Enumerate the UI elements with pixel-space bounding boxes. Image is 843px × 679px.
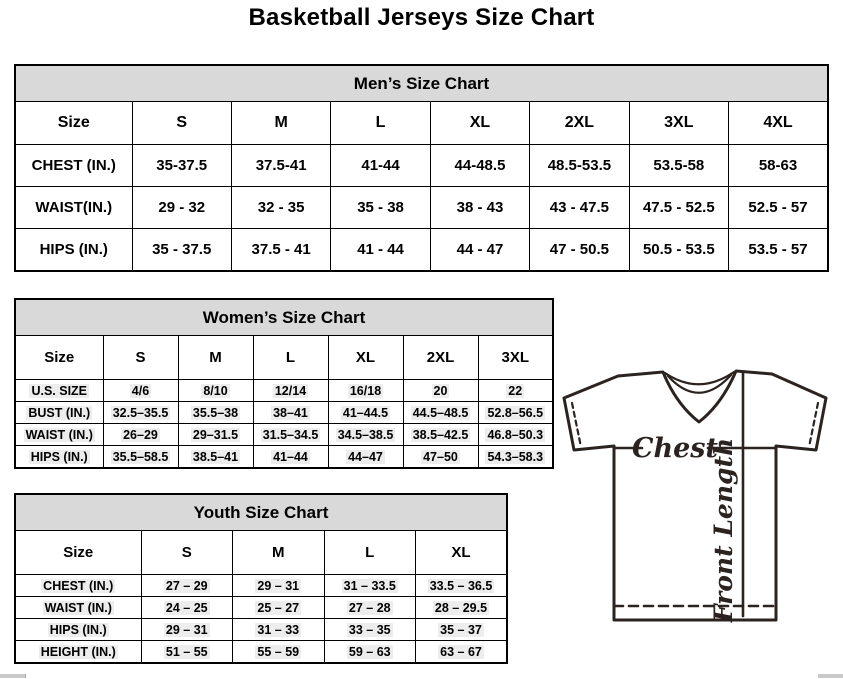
mens-table-row <box>15 229 828 272</box>
womens-value-cell: 16/18 <box>328 380 403 402</box>
youth-value-cell: 59 – 63 <box>324 641 416 664</box>
womens-value-cell: 20 <box>403 380 478 402</box>
youth-row-label: WAIST (IN.) <box>15 597 141 619</box>
womens-value-cell: 29–31.5 <box>178 424 253 446</box>
womens-value-cell: 38–41 <box>253 402 328 424</box>
womens-value-cell: 35.5–38 <box>178 402 253 424</box>
womens-table-row <box>15 380 553 402</box>
mens-value-cell: 47.5 - 52.5 <box>629 187 728 229</box>
youth-value-cell: 33.5 – 36.5 <box>416 575 508 597</box>
womens-chart-title: Women’s Size Chart <box>15 299 553 336</box>
youth-value-cell: 55 – 59 <box>233 641 325 664</box>
mens-value-cell: 58-63 <box>729 145 828 187</box>
youth-row-label: CHEST (IN.) <box>15 575 141 597</box>
mens-value-cell: 43 - 47.5 <box>530 187 629 229</box>
youth-value-cell: 29 – 31 <box>233 575 325 597</box>
mens-value-cell: 41 - 44 <box>331 229 430 272</box>
youth-size-col-m: M <box>233 531 325 575</box>
youth-value-cell: 31 – 33.5 <box>324 575 416 597</box>
youth-size-header: Size <box>15 531 141 575</box>
mens-value-cell: 41-44 <box>331 145 430 187</box>
mens-value-cell: 37.5 - 41 <box>231 229 330 272</box>
mens-row-label: CHEST (IN.) <box>15 145 132 187</box>
womens-size-col-l: L <box>253 336 328 380</box>
womens-value-cell: 12/14 <box>253 380 328 402</box>
womens-table-row <box>15 402 553 424</box>
mens-size-col-3xl: 3XL <box>629 102 728 145</box>
page-title: Basketball Jerseys Size Chart <box>248 4 595 31</box>
mens-size-table <box>14 64 829 272</box>
mens-table-row <box>15 145 828 187</box>
womens-size-col-xl: XL <box>328 336 403 380</box>
youth-size-col-l: L <box>324 531 416 575</box>
womens-value-cell: 8/10 <box>178 380 253 402</box>
mens-value-cell: 47 - 50.5 <box>530 229 629 272</box>
mens-size-col-2xl: 2XL <box>530 102 629 145</box>
jersey-outline <box>564 371 826 620</box>
womens-size-col-2xl: 2XL <box>403 336 478 380</box>
mens-value-cell: 50.5 - 53.5 <box>629 229 728 272</box>
youth-value-cell: 31 – 33 <box>233 619 325 641</box>
womens-value-cell: 34.5–38.5 <box>328 424 403 446</box>
scrollbar-fragment-right[interactable] <box>818 674 843 678</box>
youth-value-cell: 24 – 25 <box>141 597 233 619</box>
womens-size-col-3xl: 3XL <box>478 336 553 380</box>
youth-table-row <box>15 597 507 619</box>
youth-value-cell: 63 – 67 <box>416 641 508 664</box>
youth-size-col-s: S <box>141 531 233 575</box>
mens-value-cell: 52.5 - 57 <box>729 187 828 229</box>
youth-value-cell: 27 – 29 <box>141 575 233 597</box>
mens-value-cell: 53.5-58 <box>629 145 728 187</box>
womens-value-cell: 32.5–35.5 <box>103 402 178 424</box>
mens-size-col-4xl: 4XL <box>729 102 828 145</box>
womens-value-cell: 31.5–34.5 <box>253 424 328 446</box>
womens-size-header: Size <box>15 336 103 380</box>
youth-table-row <box>15 641 507 664</box>
chest-label: Chest <box>632 433 718 464</box>
youth-value-cell: 29 – 31 <box>141 619 233 641</box>
mens-value-cell: 53.5 - 57 <box>729 229 828 272</box>
womens-value-cell: 22 <box>478 380 553 402</box>
womens-value-cell: 4/6 <box>103 380 178 402</box>
womens-value-cell: 35.5–58.5 <box>103 446 178 469</box>
youth-chart-title: Youth Size Chart <box>15 494 507 531</box>
mens-chart-title: Men’s Size Chart <box>15 65 828 102</box>
mens-value-cell: 44 - 47 <box>430 229 529 272</box>
youth-size-col-xl: XL <box>416 531 508 575</box>
womens-value-cell: 44.5–48.5 <box>403 402 478 424</box>
womens-table-row <box>15 424 553 446</box>
mens-value-cell: 35 - 37.5 <box>132 229 231 272</box>
mens-size-col-l: L <box>331 102 430 145</box>
youth-table-row <box>15 575 507 597</box>
youth-value-cell: 25 – 27 <box>233 597 325 619</box>
jersey-diagram <box>558 358 840 670</box>
womens-size-table <box>14 298 554 469</box>
youth-value-cell: 33 – 35 <box>324 619 416 641</box>
womens-value-cell: 38.5–41 <box>178 446 253 469</box>
womens-value-cell: 41–44 <box>253 446 328 469</box>
womens-value-cell: 54.3–58.3 <box>478 446 553 469</box>
youth-size-table <box>14 493 508 664</box>
youth-value-cell: 35 – 37 <box>416 619 508 641</box>
womens-value-cell: 46.8–50.3 <box>478 424 553 446</box>
mens-row-label: HIPS (IN.) <box>15 229 132 272</box>
womens-row-label: BUST (IN.) <box>15 402 103 424</box>
mens-value-cell: 35-37.5 <box>132 145 231 187</box>
mens-value-cell: 32 - 35 <box>231 187 330 229</box>
mens-table-row <box>15 187 828 229</box>
mens-size-header: Size <box>15 102 132 145</box>
womens-row-label: U.S. SIZE <box>15 380 103 402</box>
womens-table-row <box>15 446 553 469</box>
mens-value-cell: 29 - 32 <box>132 187 231 229</box>
womens-size-col-s: S <box>103 336 178 380</box>
youth-row-label: HIPS (IN.) <box>15 619 141 641</box>
youth-value-cell: 51 – 55 <box>141 641 233 664</box>
womens-size-col-m: M <box>178 336 253 380</box>
mens-value-cell: 37.5-41 <box>231 145 330 187</box>
mens-value-cell: 35 - 38 <box>331 187 430 229</box>
scrollbar-fragment-left[interactable] <box>0 674 26 678</box>
womens-row-label: WAIST (IN.) <box>15 424 103 446</box>
youth-table-row <box>15 619 507 641</box>
mens-size-col-s: S <box>132 102 231 145</box>
womens-value-cell: 44–47 <box>328 446 403 469</box>
womens-value-cell: 52.8–56.5 <box>478 402 553 424</box>
front-length-label: Front Length <box>709 437 738 623</box>
mens-value-cell: 44-48.5 <box>430 145 529 187</box>
womens-row-label: HIPS (IN.) <box>15 446 103 469</box>
womens-value-cell: 47–50 <box>403 446 478 469</box>
mens-row-label: WAIST(IN.) <box>15 187 132 229</box>
mens-value-cell: 48.5-53.5 <box>530 145 629 187</box>
womens-value-cell: 26–29 <box>103 424 178 446</box>
mens-value-cell: 38 - 43 <box>430 187 529 229</box>
womens-value-cell: 41–44.5 <box>328 402 403 424</box>
mens-size-col-xl: XL <box>430 102 529 145</box>
youth-row-label: HEIGHT (IN.) <box>15 641 141 664</box>
mens-size-col-m: M <box>231 102 330 145</box>
youth-value-cell: 28 – 29.5 <box>416 597 508 619</box>
womens-value-cell: 38.5–42.5 <box>403 424 478 446</box>
youth-value-cell: 27 – 28 <box>324 597 416 619</box>
